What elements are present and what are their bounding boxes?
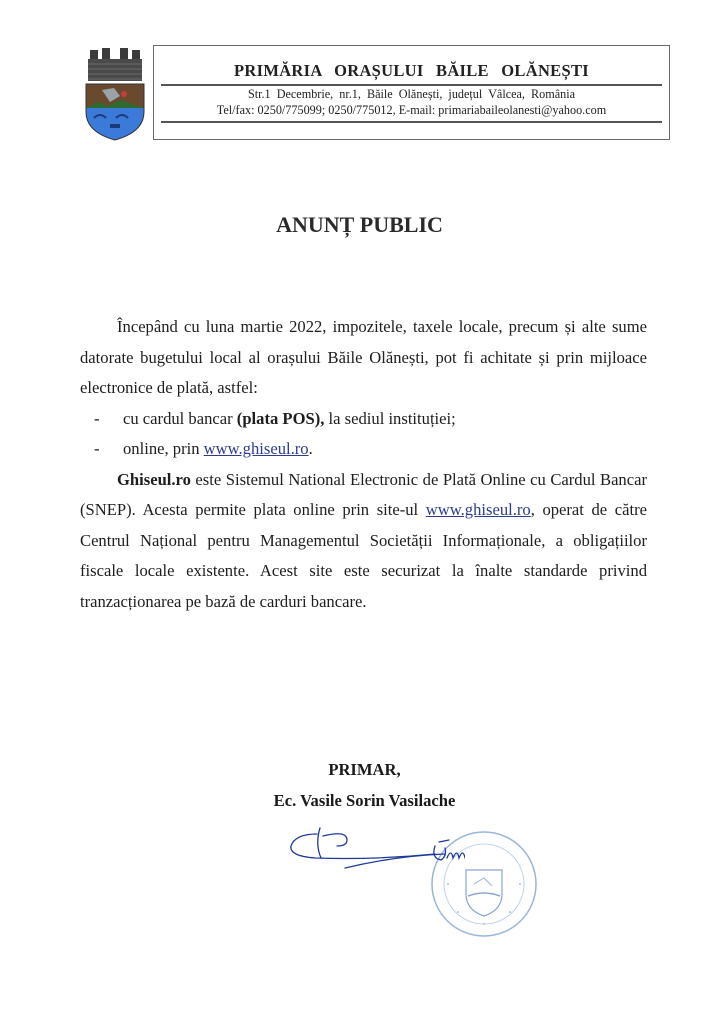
bullet-text: cu cardul bancar [123,408,237,428]
bullet-text: la sediul instituției; [324,408,456,428]
ghiseul-link[interactable]: www.ghiseul.ro [425,500,531,519]
bullet-text: . [308,439,313,458]
ghiseul-bold-lead: Ghiseul.ro [117,469,191,489]
intro-paragraph: Începând cu luna martie 2022, impozitele, taxele locale, precum și alte sume datorate bugetului local al orașului Băile Olănești, pot fi achitate și prin mijloace electronice de plată, astfel: [80,317,647,397]
letterhead-divider [161,121,662,123]
letterhead-divider [161,84,662,86]
institution-address: Str.1 Decembrie, nr.1, Băile Olănești, județul Vâlcea, România [247,87,576,101]
letterhead [153,45,670,140]
signatory-name: Ec. Vasile Sorin Vasilache [273,791,456,810]
bullet-dash: - [94,439,100,458]
list-item [80,404,647,435]
paragraph-text: , operat de către Centrul Național pentru Managementul Societății Informaționale, a obligațiilor fiscale locale existente. Acest site este securizat la înalte standarde privind tranzacționarea pe bază de carduri bancare. [80,500,647,611]
city-coat-of-arms-icon [80,46,150,142]
bullet-text: online, prin [123,439,204,458]
handwritten-signature-icon [285,820,465,900]
ghiseul-paragraph [80,465,647,618]
institution-name: PRIMĂRIA ORAȘULUI BĂILE OLĂNEȘTI [234,61,589,80]
ghiseul-link[interactable]: www.ghiseul.ro [203,439,309,458]
paragraph-text: este Sistemul National Electronic de Plată Online cu Cardul Bancar (SNEP). Acesta permite plata online prin site-ul [80,469,647,519]
bullet-bold-text: (plata POS), [236,408,325,428]
institution-contact: Tel/fax: 0250/775099; 0250/775012, E-mail: primariabaileolanesti@yahoo.com [216,103,607,117]
document-title: ANUNȚ PUBLIC [276,212,443,237]
signatory-role: PRIMAR, [328,760,401,779]
bullet-dash: - [94,408,100,428]
document-body [80,312,647,617]
list-item [80,434,647,465]
